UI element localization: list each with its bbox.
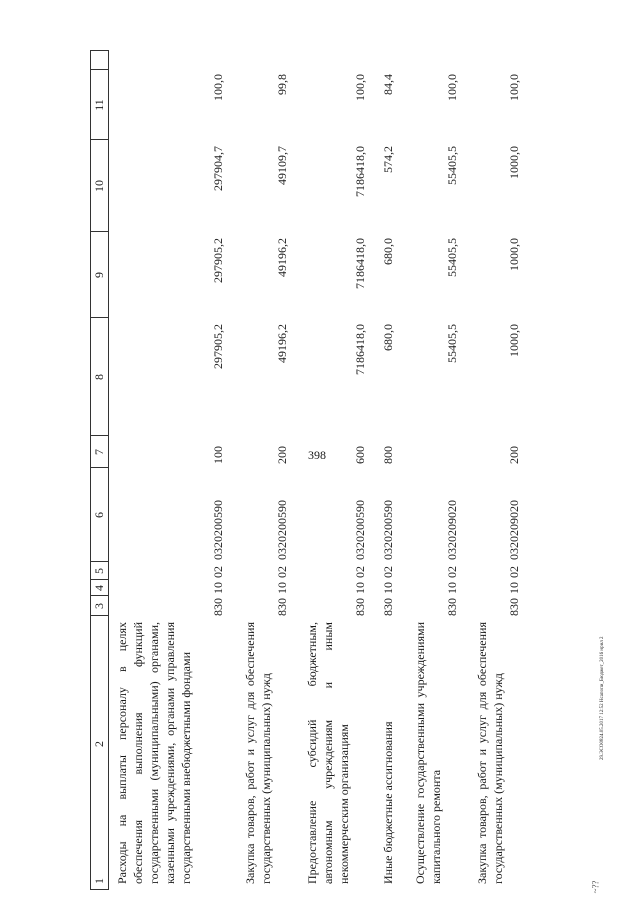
cell-section: 10 <box>445 582 459 594</box>
cell-target-article: 0320200590 <box>211 500 225 560</box>
cell-percent: 100,0 <box>507 74 521 101</box>
cell-expense-type: 100 <box>211 446 225 464</box>
table-viewport <box>90 50 560 890</box>
cell-expense-type: 200 <box>275 446 289 464</box>
cell-refined-plan: 55405,5 <box>445 238 459 277</box>
cell-refined-plan: 49196,2 <box>275 238 289 277</box>
cell-executed: 1000,0 <box>507 146 521 179</box>
grid-line <box>90 50 108 51</box>
col-num-4: 4 <box>92 585 106 591</box>
cell-admin-code: 830 <box>211 598 225 616</box>
budget-table <box>90 50 560 890</box>
cell-target-article: 0320209020 <box>445 500 459 560</box>
col-num-3: 3 <box>92 603 106 609</box>
table-row <box>114 50 226 890</box>
cell-admin-code: 830 <box>445 598 459 616</box>
cell-section: 10 <box>507 582 521 594</box>
cell-admin-code: 830 <box>507 598 521 616</box>
cell-percent: 84,4 <box>381 74 395 95</box>
col-num-5: 5 <box>92 568 106 574</box>
cell-subsection: 02 <box>211 566 225 578</box>
cell-percent: 100,0 <box>445 74 459 101</box>
cell-expense-type: 200 <box>507 446 521 464</box>
col-num-2: 2 <box>92 741 106 747</box>
cell-refined-plan: 297905,2 <box>211 238 225 283</box>
cell-plan: 680,0 <box>381 324 395 351</box>
row-description: Предоставление субсидий бюджетным, автономным учреждениям и иным некоммерческим организациям <box>305 622 351 884</box>
table-row <box>304 50 368 890</box>
cell-executed: 7186418,0 <box>353 146 367 197</box>
row-description: Закупка товаров, работ и услуг для обеспечения государственных (муниципальных) нужд <box>243 622 273 884</box>
cell-percent: 100,0 <box>353 74 367 101</box>
cell-expense-type: 600 <box>353 446 367 464</box>
cell-percent: 99,8 <box>275 74 289 95</box>
cell-admin-code: 830 <box>381 598 395 616</box>
cell-target-article: 0320209020 <box>507 500 521 560</box>
table-row <box>412 50 460 890</box>
cell-plan: 49196,2 <box>275 324 289 363</box>
cell-plan: 55405,5 <box>445 324 459 363</box>
cell-subsection: 02 <box>275 566 289 578</box>
cell-refined-plan: 1000,0 <box>507 238 521 271</box>
cell-section: 10 <box>211 582 225 594</box>
row-description: Закупка товаров, работ и услуг для обеспечения государственных (муниципальных) нужд <box>475 622 505 884</box>
col-num-9: 9 <box>92 272 106 278</box>
row-description: Осуществление государственными учреждениями капитального ремонта <box>413 622 443 884</box>
cell-section: 10 <box>381 582 395 594</box>
cell-subsection: 02 <box>381 566 395 578</box>
col-num-11: 11 <box>92 99 106 111</box>
cell-target-article: 0320200590 <box>381 500 395 560</box>
col-num-1: 1 <box>92 878 106 884</box>
row-description: Иные бюджетные ассигнования <box>381 721 395 884</box>
col-num-8: 8 <box>92 374 106 380</box>
cell-plan: 1000,0 <box>507 324 521 357</box>
grid-line <box>108 50 109 890</box>
col-num-7: 7 <box>92 449 106 455</box>
footer-code-text: 29.ЭСО0824.05.2017 12:52 Нсапопи_Бюджет_2016 нрил 2 <box>600 636 605 760</box>
cell-executed: 574,2 <box>381 146 395 173</box>
cell-expense-type: 800 <box>381 446 395 464</box>
cell-executed: 297904,7 <box>211 146 225 191</box>
col-num-6: 6 <box>92 512 106 518</box>
table-row <box>474 50 522 890</box>
row-description: Расходы на выплаты персоналу в целях обеспечения выполнения функций государственными (муниципальными) органами, казенными учреждениями, органами управления государственными внебюджетными фондами <box>115 622 193 884</box>
page-number: 398 <box>308 448 326 462</box>
table-row <box>242 50 290 890</box>
corner-mark: ~?? <box>590 880 601 894</box>
cell-executed: 55405,5 <box>445 146 459 185</box>
cell-refined-plan: 680,0 <box>381 238 395 265</box>
cell-target-article: 0320200590 <box>353 500 367 560</box>
cell-refined-plan: 7186418,0 <box>353 238 367 289</box>
cell-subsection: 02 <box>445 566 459 578</box>
footer-code <box>600 560 610 760</box>
cell-percent: 100,0 <box>211 74 225 101</box>
table-row <box>380 50 398 890</box>
cell-subsection: 02 <box>353 566 367 578</box>
cell-section: 10 <box>353 582 367 594</box>
cell-executed: 49109,7 <box>275 146 289 185</box>
cell-admin-code: 830 <box>353 598 367 616</box>
cell-section: 10 <box>275 582 289 594</box>
cell-plan: 297905,2 <box>211 324 225 369</box>
col-num-10: 10 <box>92 180 106 192</box>
cell-target-article: 0320200590 <box>275 500 289 560</box>
cell-subsection: 02 <box>507 566 521 578</box>
cell-plan: 7186418,0 <box>353 324 367 375</box>
cell-admin-code: 830 <box>275 598 289 616</box>
